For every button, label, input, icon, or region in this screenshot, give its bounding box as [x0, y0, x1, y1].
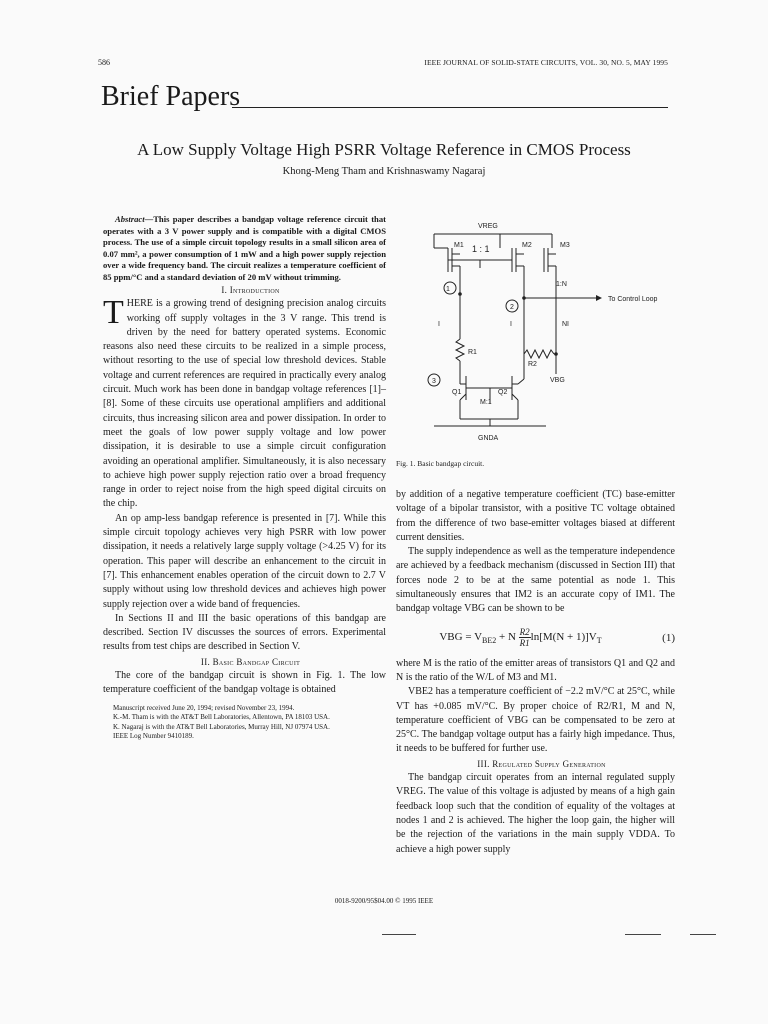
intro-paragraph-1	[103, 294, 386, 511]
paper-title: A Low Supply Voltage High PSRR Voltage Reference in CMOS Process	[137, 140, 631, 159]
label-ratio-1-n: 1:N	[556, 281, 567, 288]
intro-paragraph-3: In Sections II and III the basic operations of this bandgap are described. Section IV discusses the sources of errors. Experimental results from test chips are described in Section V.	[103, 612, 386, 653]
label-q1: Q1	[452, 389, 462, 396]
footnote: K. Nagaraj is with the AT&T Bell Laboratories, Murray Hill, NJ 07974 USA.	[113, 722, 330, 731]
right-column	[396, 488, 675, 857]
label-current-i-left: I	[438, 321, 440, 328]
section-2-heading: II. Basic Bandgap Circuit	[200, 656, 301, 667]
footnotes	[103, 704, 386, 742]
label-node-1: 1	[446, 286, 450, 293]
section-2-paragraph-4: VBE2 has a temperature coefficient of −2.2 mV/°C at 25°C, while VT has +0.085 mV/°C. By proper choice of R2/R1, M and N, temperature coefficient of VBG can be compensated to be zero at 25°C. The bandgap voltage output has a fairly high impedance. Thus, it needs to be buffered for further use.	[396, 686, 675, 755]
drop-cap: T	[103, 294, 124, 332]
bandgap-circuit-diagram	[420, 214, 680, 454]
equation-number: (1)	[662, 631, 675, 644]
junction-icon	[554, 352, 558, 356]
abstract-lead: Abstract—	[115, 214, 154, 224]
label-r1: R1	[468, 349, 477, 356]
label-m3: M3	[560, 242, 570, 249]
footnote: K.-M. Tham is with the AT&T Bell Laboratories, Allentown, PA 18103 USA.	[113, 713, 330, 722]
left-column	[103, 214, 386, 742]
running-head: IEEE JOURNAL OF SOLID-STATE CIRCUITS, VOL. 30, NO. 5, MAY 1995	[424, 58, 668, 67]
heading-rule	[232, 107, 668, 108]
scan-rule	[625, 934, 661, 935]
section-3-paragraph-1: The bandgap circuit operates from an internal regulated supply VREG. The value of this voltage is adjusted by means of a high gain feedback loop such that the condition of equality of the voltages at nodes 1 and 2 is achieved. The higher the loop gain, the higher will be the rejection of the variations in the main supply VDDA. To achieve a high power supply	[396, 772, 675, 855]
section-2-paragraph-1-continued: by addition of a negative temperature coefficient (TC) base-emitter voltage of a bipolar transistor, with a positive TC voltage obtained from the difference of two base-emitter voltages biased at different current densities.	[396, 489, 675, 543]
section-2-paragraph-2: The supply independence as well as the temperature independence are achieved by a feedback mechanism (discussed in Section III) that forces node 2 to be at the same potential as node 1. This simultaneously ensures that IM2 is an accurate copy of IM1. The bandgap voltage VBG can be shown to be	[396, 546, 675, 615]
junction-icon	[522, 296, 526, 300]
figure-1	[420, 214, 680, 454]
footnote: Manuscript received June 20, 1994; revised November 23, 1994.	[113, 703, 295, 712]
equation-lhs-subscript: BE2	[482, 636, 497, 646]
equation-lhs: VBG = V	[439, 630, 483, 643]
label-m2: M2	[522, 242, 532, 249]
equation-fraction	[519, 627, 531, 648]
label-m1: M1	[454, 242, 464, 249]
equation-1	[396, 623, 675, 653]
intro-paragraph-2: An op amp-less bandgap reference is presented in [7]. While this simple circuit topology achieves very high PSRR with low power dissipation, it needs a relatively large supply voltage (>4.25 V) for its operation. This paper will describe an enhancement to the circuit in [7]. This enhancement enables operation of the circuit down to 2.7 V supply without using low threshold devices and achieves high power supply rejection over a wide band of frequencies.	[103, 512, 386, 610]
page-number: 586	[98, 58, 110, 67]
abstract-text: This paper describes a bandgap voltage reference circuit that operates with a 3 V power supply and is compatible with a digital CMOS process. The use of a simple circuit topology results in a small silicon area of 0.07 mm², a power consumption of 1 mW and a high power supply rejection over a wide frequency band. The circuit realizes a temperature coefficient of 85 ppm/°C and a standard deviation of 20 mV without trimming.	[103, 214, 386, 282]
figure-caption: Fig. 1. Basic bandgap circuit.	[396, 459, 485, 468]
equation-rhs-subscript: T	[596, 636, 602, 646]
footnote: IEEE Log Number 9410189.	[113, 732, 194, 741]
equation-body	[396, 627, 645, 649]
equation-rhs: ln[M(N + 1)]V	[530, 630, 597, 643]
section-2-paragraph-3: where M is the ratio of the emitter areas of transistors Q1 and Q2 and N is the ratio of the W/L of M3 and M1.	[396, 657, 675, 683]
label-m-ratio: M:1	[480, 399, 492, 406]
intro-paragraph-1-text: HERE is a growing trend of designing precision analog circuits working off supply voltages in the 3 V range. This trend is driven by the need for battery operated systems. Economic reasons also need these circuits to be realized in a simple process, without resorting to the use of special low threshold devices. Stable voltage and current references are required in practically every analog circuit. Much work has been done in bandgap voltage references [1]–[8]. Some of these circuits use operational amplifiers and additional circuits, thus increasing silicon area and power dissipation. In order to meet the goals of low power supply voltage and low power dissipation, it is desirable to use a simple circuit configuration avoiding an operational amplifier. Simultaneously, it is also necessary to achieve high power supply rejection ratio over a broad frequency range in order to reject noise from the high speed digital circuits on the chip.	[103, 298, 386, 510]
section-2-paragraph-1: The core of the bandgap circuit is shown in Fig. 1. The low temperature coefficient of the bandgap voltage is obtained	[103, 670, 386, 696]
label-vreg: VREG	[478, 223, 498, 230]
copyright-line: 0018-9200/95$04.00 © 1995 IEEE	[334, 897, 434, 905]
label-node-3: 3	[432, 378, 436, 385]
label-q2: Q2	[498, 389, 508, 396]
arrow-icon	[596, 295, 602, 301]
paper-authors: Khong-Meng Tham and Krishnaswamy Nagaraj	[282, 166, 486, 177]
fraction-numerator: R2	[519, 626, 530, 637]
abstract	[103, 214, 386, 283]
section-heading: Brief Papers	[101, 81, 241, 112]
label-current-i-middle: I	[510, 321, 512, 328]
label-current-ni: NI	[562, 321, 569, 328]
scan-rule	[382, 934, 416, 935]
junction-icon	[458, 292, 462, 296]
label-node-2: 2	[510, 304, 514, 311]
fraction-denominator: R1	[519, 637, 530, 648]
label-to-control-loop: To Control Loop	[608, 296, 658, 303]
section-3-heading: III. Regulated Supply Generation	[477, 758, 606, 769]
label-r2: R2	[528, 361, 537, 368]
label-gnda: GNDA	[478, 435, 499, 442]
section-1-heading: I. Introduction	[221, 285, 280, 295]
label-vbg: VBG	[550, 377, 565, 384]
equation-mid: + N	[496, 630, 516, 643]
label-ratio-1-1: 1 : 1	[472, 244, 490, 254]
scan-rule	[690, 934, 716, 935]
